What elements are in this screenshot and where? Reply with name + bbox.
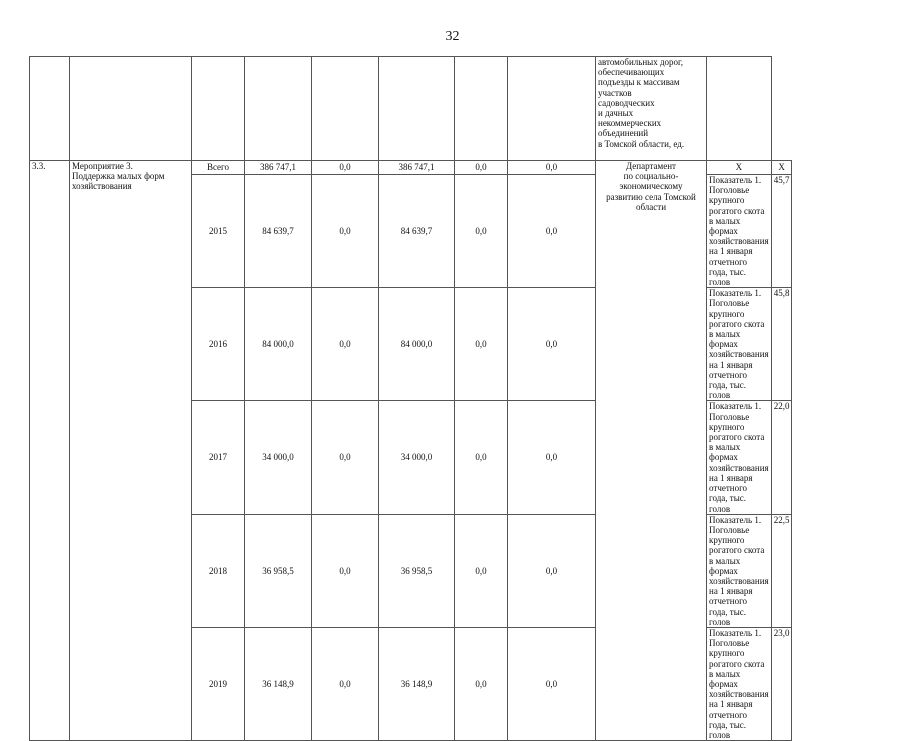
value-cell: 0,0 bbox=[312, 401, 379, 514]
indicator-value: Х bbox=[771, 161, 792, 175]
measure-name: Мероприятие 3. Поддержка малых форм хозяйствования bbox=[70, 161, 192, 741]
value-cell: 0,0 bbox=[455, 627, 508, 740]
indicator-cell: Показатель 1. Поголовье крупного рогатого скота в малых формах хозяйствования на 1 января отчетного года, тыс. голов bbox=[707, 514, 772, 627]
value-cell: 0,0 bbox=[312, 627, 379, 740]
value-cell: 84 639,7 bbox=[379, 175, 455, 288]
value-cell: 36 958,5 bbox=[245, 514, 312, 627]
value-cell: 36 958,5 bbox=[379, 514, 455, 627]
value-cell: 36 148,9 bbox=[245, 627, 312, 740]
indicator-cell: Показатель 1. Поголовье крупного рогатого скота в малых формах хозяйствования на 1 января отчетного года, тыс. голов bbox=[707, 627, 772, 740]
program-table bbox=[29, 56, 792, 741]
indicator-cell: автомобильных дорог, обеспечивающих подъезды к массивам участков садоводческих и дачных некоммерческих объединений в Томской области, ед. bbox=[596, 57, 707, 161]
indicator-cell: Показатель 1. Поголовье крупного рогатого скота в малых формах хозяйствования на 1 января отчетного года, тыс. голов bbox=[707, 175, 772, 288]
value-cell: 0,0 bbox=[455, 161, 508, 175]
year-cell: 2016 bbox=[192, 288, 245, 401]
value-cell: 0,0 bbox=[455, 514, 508, 627]
table-row bbox=[30, 161, 792, 175]
value-cell: 0,0 bbox=[455, 401, 508, 514]
year-cell: 2017 bbox=[192, 401, 245, 514]
value-cell: 36 148,9 bbox=[379, 627, 455, 740]
value-cell: 0,0 bbox=[312, 175, 379, 288]
value-cell: 386 747,1 bbox=[379, 161, 455, 175]
indicator-cell: Х bbox=[707, 161, 772, 175]
indicator-value: 23,0 bbox=[771, 627, 792, 740]
value-cell: 0,0 bbox=[455, 288, 508, 401]
indicator-cell: Показатель 1. Поголовье крупного рогатого скота в малых формах хозяйствования на 1 января отчетного года, тыс. голов bbox=[707, 401, 772, 514]
value-cell: 84 000,0 bbox=[245, 288, 312, 401]
indicator-value: 22,0 bbox=[771, 401, 792, 514]
value-cell: 0,0 bbox=[508, 161, 596, 175]
value-cell: 34 000,0 bbox=[245, 401, 312, 514]
value-cell: 0,0 bbox=[312, 514, 379, 627]
indicator-value: 22,5 bbox=[771, 514, 792, 627]
indicator-value: 45,8 bbox=[771, 288, 792, 401]
year-cell: 2018 bbox=[192, 514, 245, 627]
value-cell: 0,0 bbox=[508, 175, 596, 288]
page-number: 32 bbox=[445, 29, 460, 44]
value-cell: 0,0 bbox=[312, 288, 379, 401]
value-cell: 34 000,0 bbox=[379, 401, 455, 514]
indicator-value: 45,7 bbox=[771, 175, 792, 288]
value-cell: 0,0 bbox=[508, 401, 596, 514]
value-cell: 0,0 bbox=[455, 175, 508, 288]
value-cell: 0,0 bbox=[508, 514, 596, 627]
value-cell: 0,0 bbox=[312, 161, 379, 175]
year-cell: 2019 bbox=[192, 627, 245, 740]
value-cell: 84 639,7 bbox=[245, 175, 312, 288]
value-cell: 84 000,0 bbox=[379, 288, 455, 401]
row-label: Всего bbox=[192, 161, 245, 175]
measure-number: 3.3. bbox=[30, 161, 70, 741]
year-cell: 2015 bbox=[192, 175, 245, 288]
executor: Департамент по социально- экономическому развитию села Томской области bbox=[596, 161, 707, 741]
table-row bbox=[30, 57, 792, 161]
value-cell: 0,0 bbox=[508, 627, 596, 740]
indicator-cell: Показатель 1. Поголовье крупного рогатого скота в малых формах хозяйствования на 1 января отчетного года, тыс. голов bbox=[707, 288, 772, 401]
value-cell: 386 747,1 bbox=[245, 161, 312, 175]
value-cell: 0,0 bbox=[508, 288, 596, 401]
